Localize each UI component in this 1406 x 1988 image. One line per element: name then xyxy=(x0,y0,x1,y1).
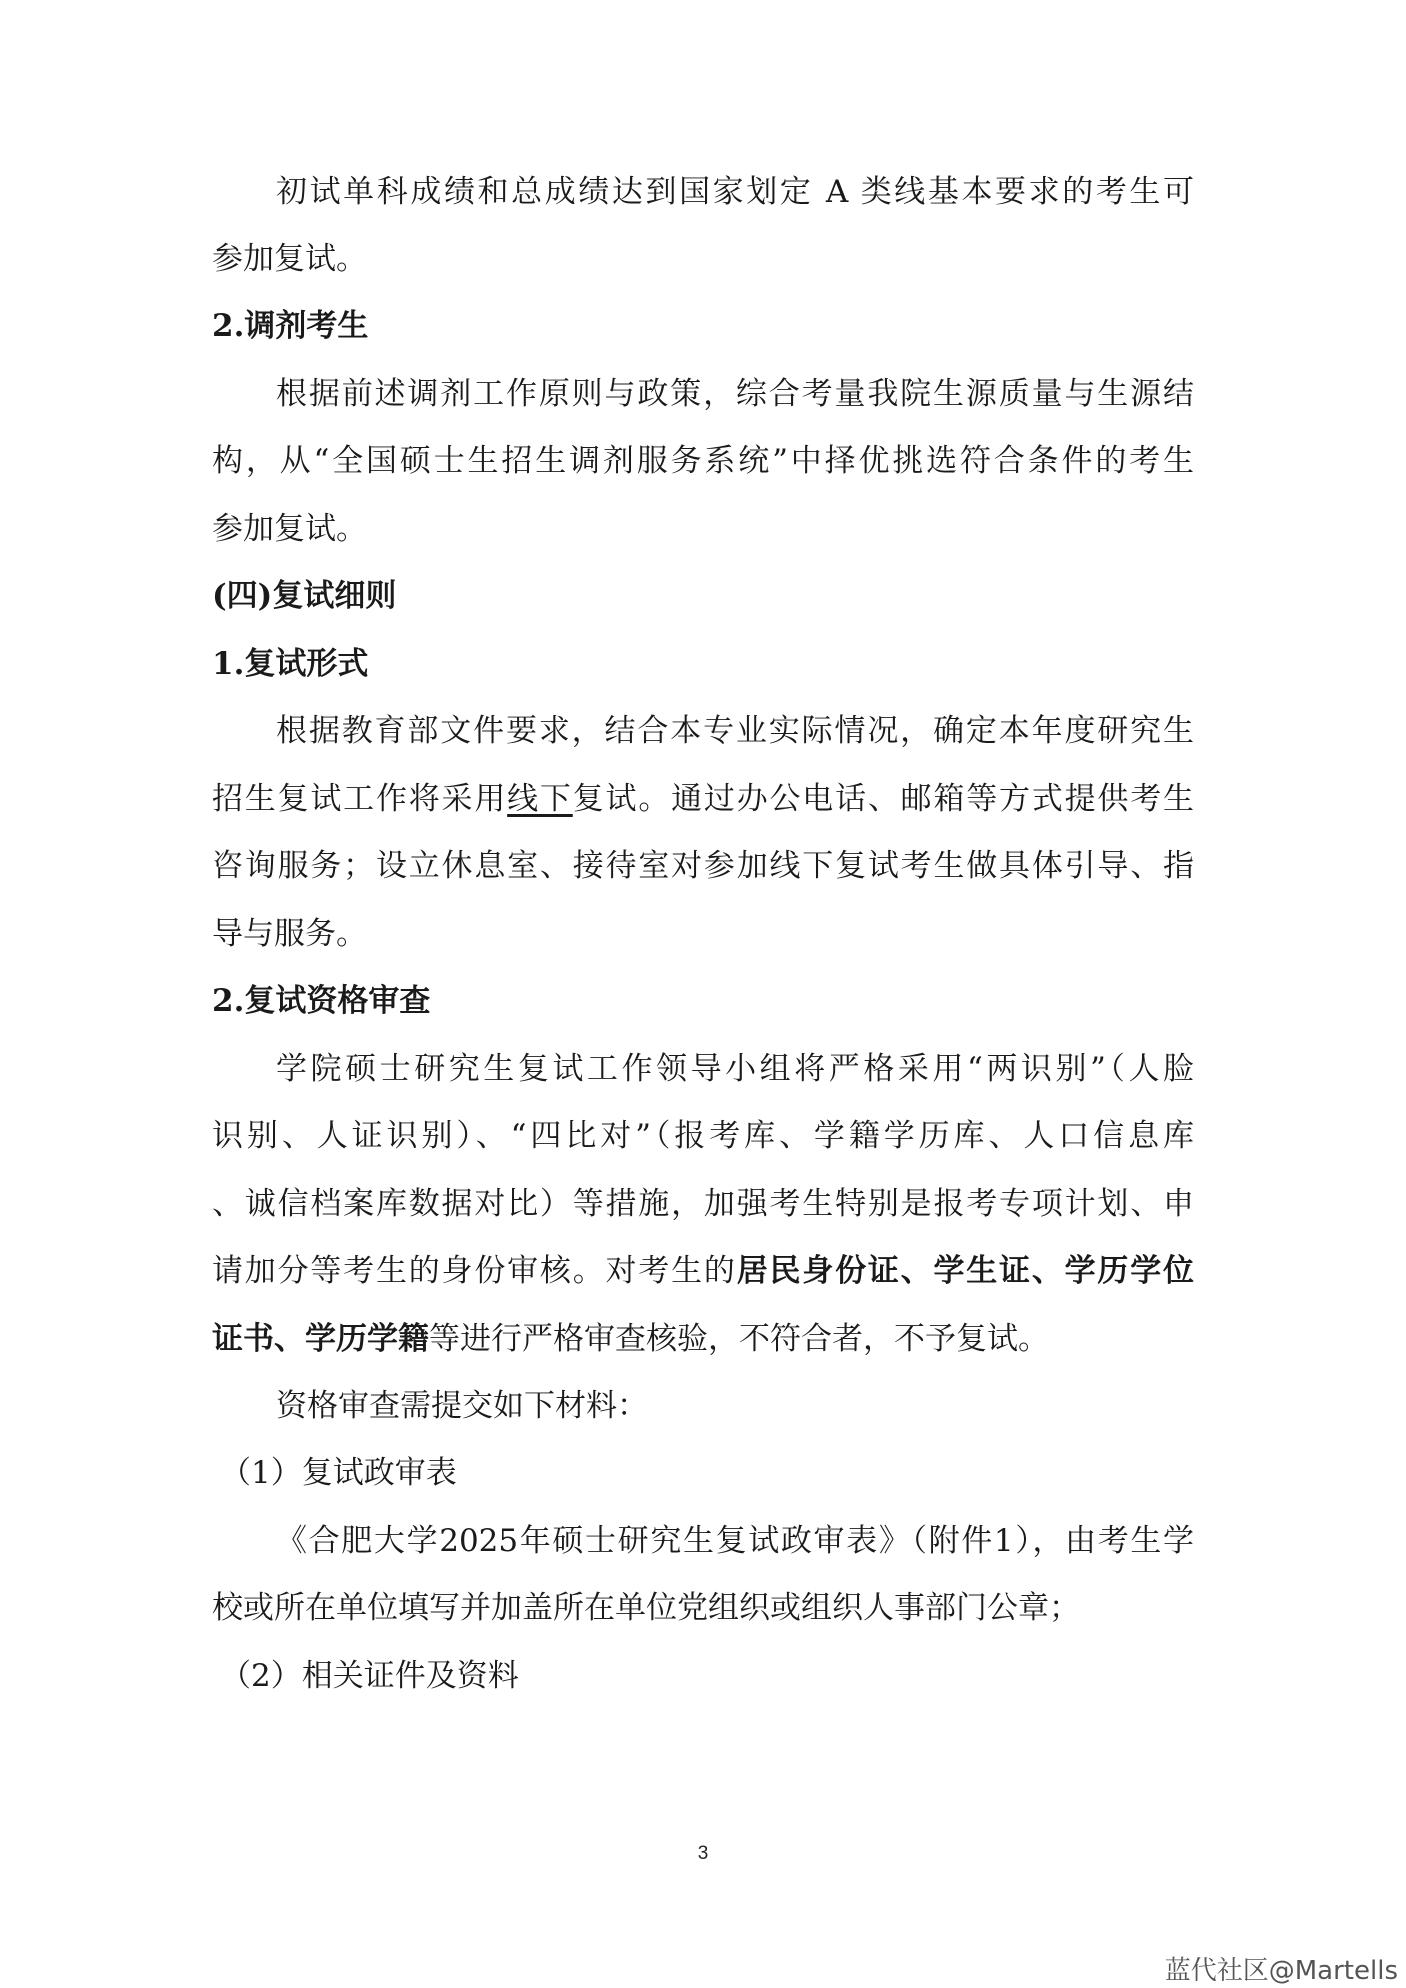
paragraph-line: 根据教育部文件要求，结合本专业实际情况，确定本年度研究生 xyxy=(276,713,1194,749)
paragraph-line: 参加复试。 xyxy=(212,511,367,547)
paragraph-line: 识别、人证识别）、“四比对”（报考库、学籍学历库、人口信息库 xyxy=(212,1118,1194,1154)
paragraph-line: 初试单科成绩和总成绩达到国家划定 A 类线基本要求的考生可 xyxy=(276,174,1194,210)
bold-text: 证书、学历学籍 xyxy=(212,1321,429,1357)
paragraph-line xyxy=(212,1249,1194,1293)
list-item: （2）相关证件及资料 xyxy=(220,1658,519,1694)
list-item: （1）复试政审表 xyxy=(220,1455,457,1491)
underlined-text: 线下 xyxy=(507,781,573,817)
text-run: 请加分等考生的身份审核。对考生的 xyxy=(212,1253,737,1289)
paragraph-line: 学院硕士研究生复试工作领导小组将严格采用“两识别”（人脸 xyxy=(276,1051,1194,1087)
watermark: 蓝代社区@Martells xyxy=(1164,1956,1398,1986)
paragraph-line: 参加复试。 xyxy=(212,241,367,277)
paragraph-line: 导与服务。 xyxy=(212,916,367,952)
paragraph-line: 根据前述调剂工作原则与政策，综合考量我院生源质量与生源结 xyxy=(276,376,1194,412)
paragraph-line: 《合肥大学2025年硕士研究生复试政审表》（附件1），由考生学 xyxy=(276,1523,1194,1559)
paragraph-line: 、诚信档案库数据对比）等措施，加强考生特别是报考专项计划、申 xyxy=(212,1186,1194,1222)
bold-text: 居民身份证、学生证、学历学位 xyxy=(736,1253,1194,1289)
paragraph-line xyxy=(212,1317,1194,1361)
section-heading: 2.调剂考生 xyxy=(212,308,369,344)
text-run: 等进行严格审查核验，不符合者，不予复试。 xyxy=(429,1321,1049,1357)
section-heading: (四)复试细则 xyxy=(212,578,397,614)
paragraph-line: 咨询服务；设立休息室、接待室对参加线下复试考生做具体引导、指 xyxy=(212,848,1194,884)
paragraph-line: 资格审查需提交如下材料： xyxy=(276,1388,648,1424)
paragraph-line xyxy=(212,777,1194,821)
paragraph-line: 构，从“全国硕士生招生调剂服务系统”中择优挑选符合条件的考生 xyxy=(212,443,1194,479)
text-run: 招生复试工作将采用 xyxy=(212,781,508,817)
section-heading: 1.复试形式 xyxy=(212,646,369,682)
text-run: 复试。通过办公电话、邮箱等方式提供考生 xyxy=(572,781,1194,817)
page-number: 3 xyxy=(697,1843,709,1864)
section-heading: 2.复试资格审查 xyxy=(212,983,431,1019)
paragraph-line: 校或所在单位填写并加盖所在单位党组织或组织人事部门公章； xyxy=(212,1590,1080,1626)
